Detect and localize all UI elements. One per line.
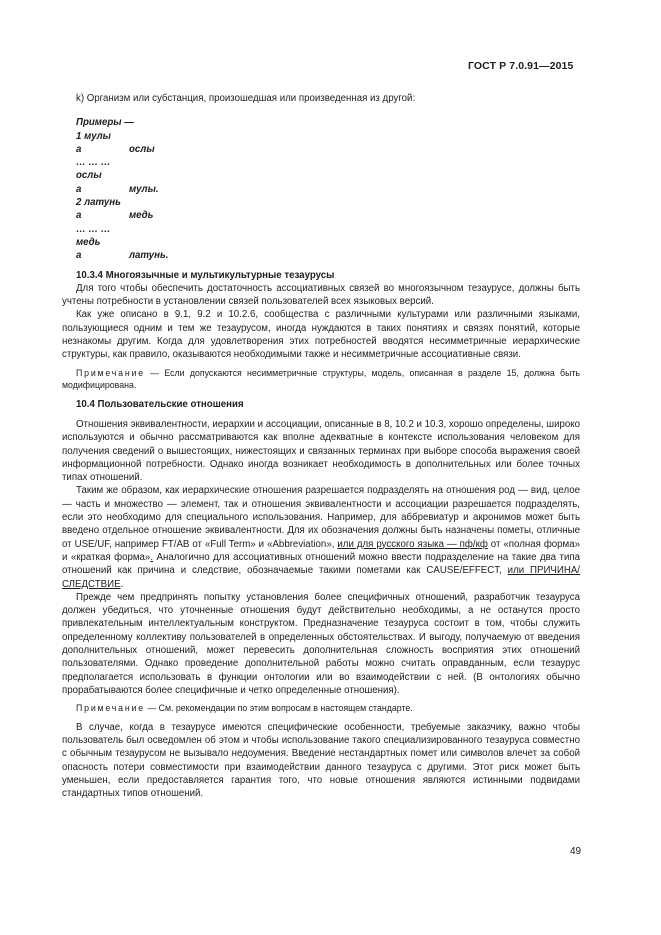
section-10-4-para-1: Отношения эквивалентности, иерархии и ассоциации, описанные в 8, 10.2 и 10.3, хорошо определены, широко используются и обычно рассматриваются как вполне адекватные в контексте использования человеком для получения сведений о вышестоящих, нижестоящих и связанных терминах при выборе способа выражения своей информационной потребности. Однако иногда возникает необходимость в дополнительных или более точных типах отношений. bbox=[62, 418, 580, 484]
section-10-3-4-note: Примечание — Если допускаются несимметричные структуры, модель, описанная в разделе 15, должна быть модифицирована. bbox=[62, 367, 580, 391]
section-10-4-para-3: Прежде чем предпринять попытку установления более специфичных отношений, разработчик тезауруса должен убедиться, что уточненные отношения будут действительно необходимы, а не останутся просто привлекательным интеллектуальным конструктом. Предназначение тезауруса состоит в том, чтобы служить определенному коллективу пользователей в определенных обстоятельствах. И выгоду, получаемую от введения дополнительных отношений, может перевесить дополнительная сложность восприятия этих отношений пользователями. Однако проведение дополнительной работы можно считать оправданным, если тезаурус предполагается использовать в функции онтологии или во взаимодействии с ней. (В онтологиях обычно прорабатываются более специфичные и четко определенные отношения). bbox=[62, 591, 580, 696]
section-10-4-note: Примечание — См. рекомендации по этим вопросам в настоящем стандарте. bbox=[76, 703, 413, 714]
example-2-dots: … … … bbox=[76, 223, 111, 235]
example-2-word: медь bbox=[76, 236, 101, 248]
section-10-3-4-para-2: Как уже описано в 9.1, 9.2 и 10.2.6, сообщества с различными культурами или различными языками, пользующиеся одним и тем же тезаурусом, иногда нуждаются в таких понятиях и связях понятий, которые незнакомы другим. Когда для удовлетворения этих потребностей вводятся несимметричные иерархические структуры, как правило, оказываются необходимыми также и несимметричные ассоциативные связи. bbox=[62, 309, 580, 361]
examples-title: Примеры — bbox=[76, 117, 134, 129]
examples-block bbox=[62, 116, 580, 262]
example-2-row-1: а медь bbox=[76, 210, 154, 222]
page-number: 49 bbox=[570, 846, 582, 857]
example-1-row-2: а мулы. bbox=[76, 183, 159, 195]
section-10-4-para-2: Таким же образом, как иерархические отношения разрешается подразделять на отношения род — вид, целое — часть и множество — элемент, так и отношения эквивалентности и ассоциации разрешается подразделять, если это необходимо для специального использования. Например, для аббревиатур и акронимов может быть введено отдельное отношение эквивалентности. Для их обозначения должны быть назначены пометы, отличные от USE/UF, например FT/AB от «Full Term» и «Abbreviation», или для русского языка — пф/кф от «полная форма» и «краткая форма». Аналогично для ассоциативных отношений можно ввести подразделение на такие два типа отношений как причина и следствие, обозначаемые такими пометами как CAUSE/EFFECT, или ПРИЧИНА/СЛЕДСТВИЕ. bbox=[62, 485, 581, 590]
document-header: ГОСТ Р 7.0.91—2015 bbox=[468, 60, 574, 72]
item-k: k) Организм или субстанция, произошедшая или произведенная из другой: bbox=[76, 93, 416, 104]
page-content bbox=[62, 92, 580, 800]
section-10-3-4-heading: 10.3.4 Многоязычные и мультикультурные тезаурусы bbox=[76, 269, 335, 281]
example-1-dots: … … … bbox=[76, 157, 111, 169]
example-2-title: 2 латунь bbox=[76, 197, 121, 209]
section-10-3-4-para-1: Для того чтобы обеспечить достаточность ассоциативных связей во многоязычном тезаурусе, должны быть учтены потребности в установлении связей пользователей всех языковых версий. bbox=[62, 282, 580, 308]
example-1-row-1: а ослы bbox=[76, 143, 155, 155]
example-2-row-2: а латунь. bbox=[76, 250, 169, 262]
example-1-word: ослы bbox=[76, 170, 102, 182]
section-10-4-para-4: В случае, когда в тезаурусе имеются специфические особенности, требуемые заказчику, важно чтобы пользователь был осведомлен об этом и чтобы использование такого специализированного тезауруса совместно с обычным тезаурусом не вызывало недоумения. Введение нестандартных помет или символов влечет за собой опасность потери совместимости при взаимодействии данного тезауруса с другими. Этот риск может быть уменьшен, если предоставляется гарантия того, что новые отношения являются истинными подвидами стандартных типов отношений. bbox=[62, 721, 580, 800]
example-1-title: 1 мулы bbox=[76, 130, 111, 142]
section-10-4-heading: 10.4 Пользовательские отношения bbox=[76, 398, 244, 410]
